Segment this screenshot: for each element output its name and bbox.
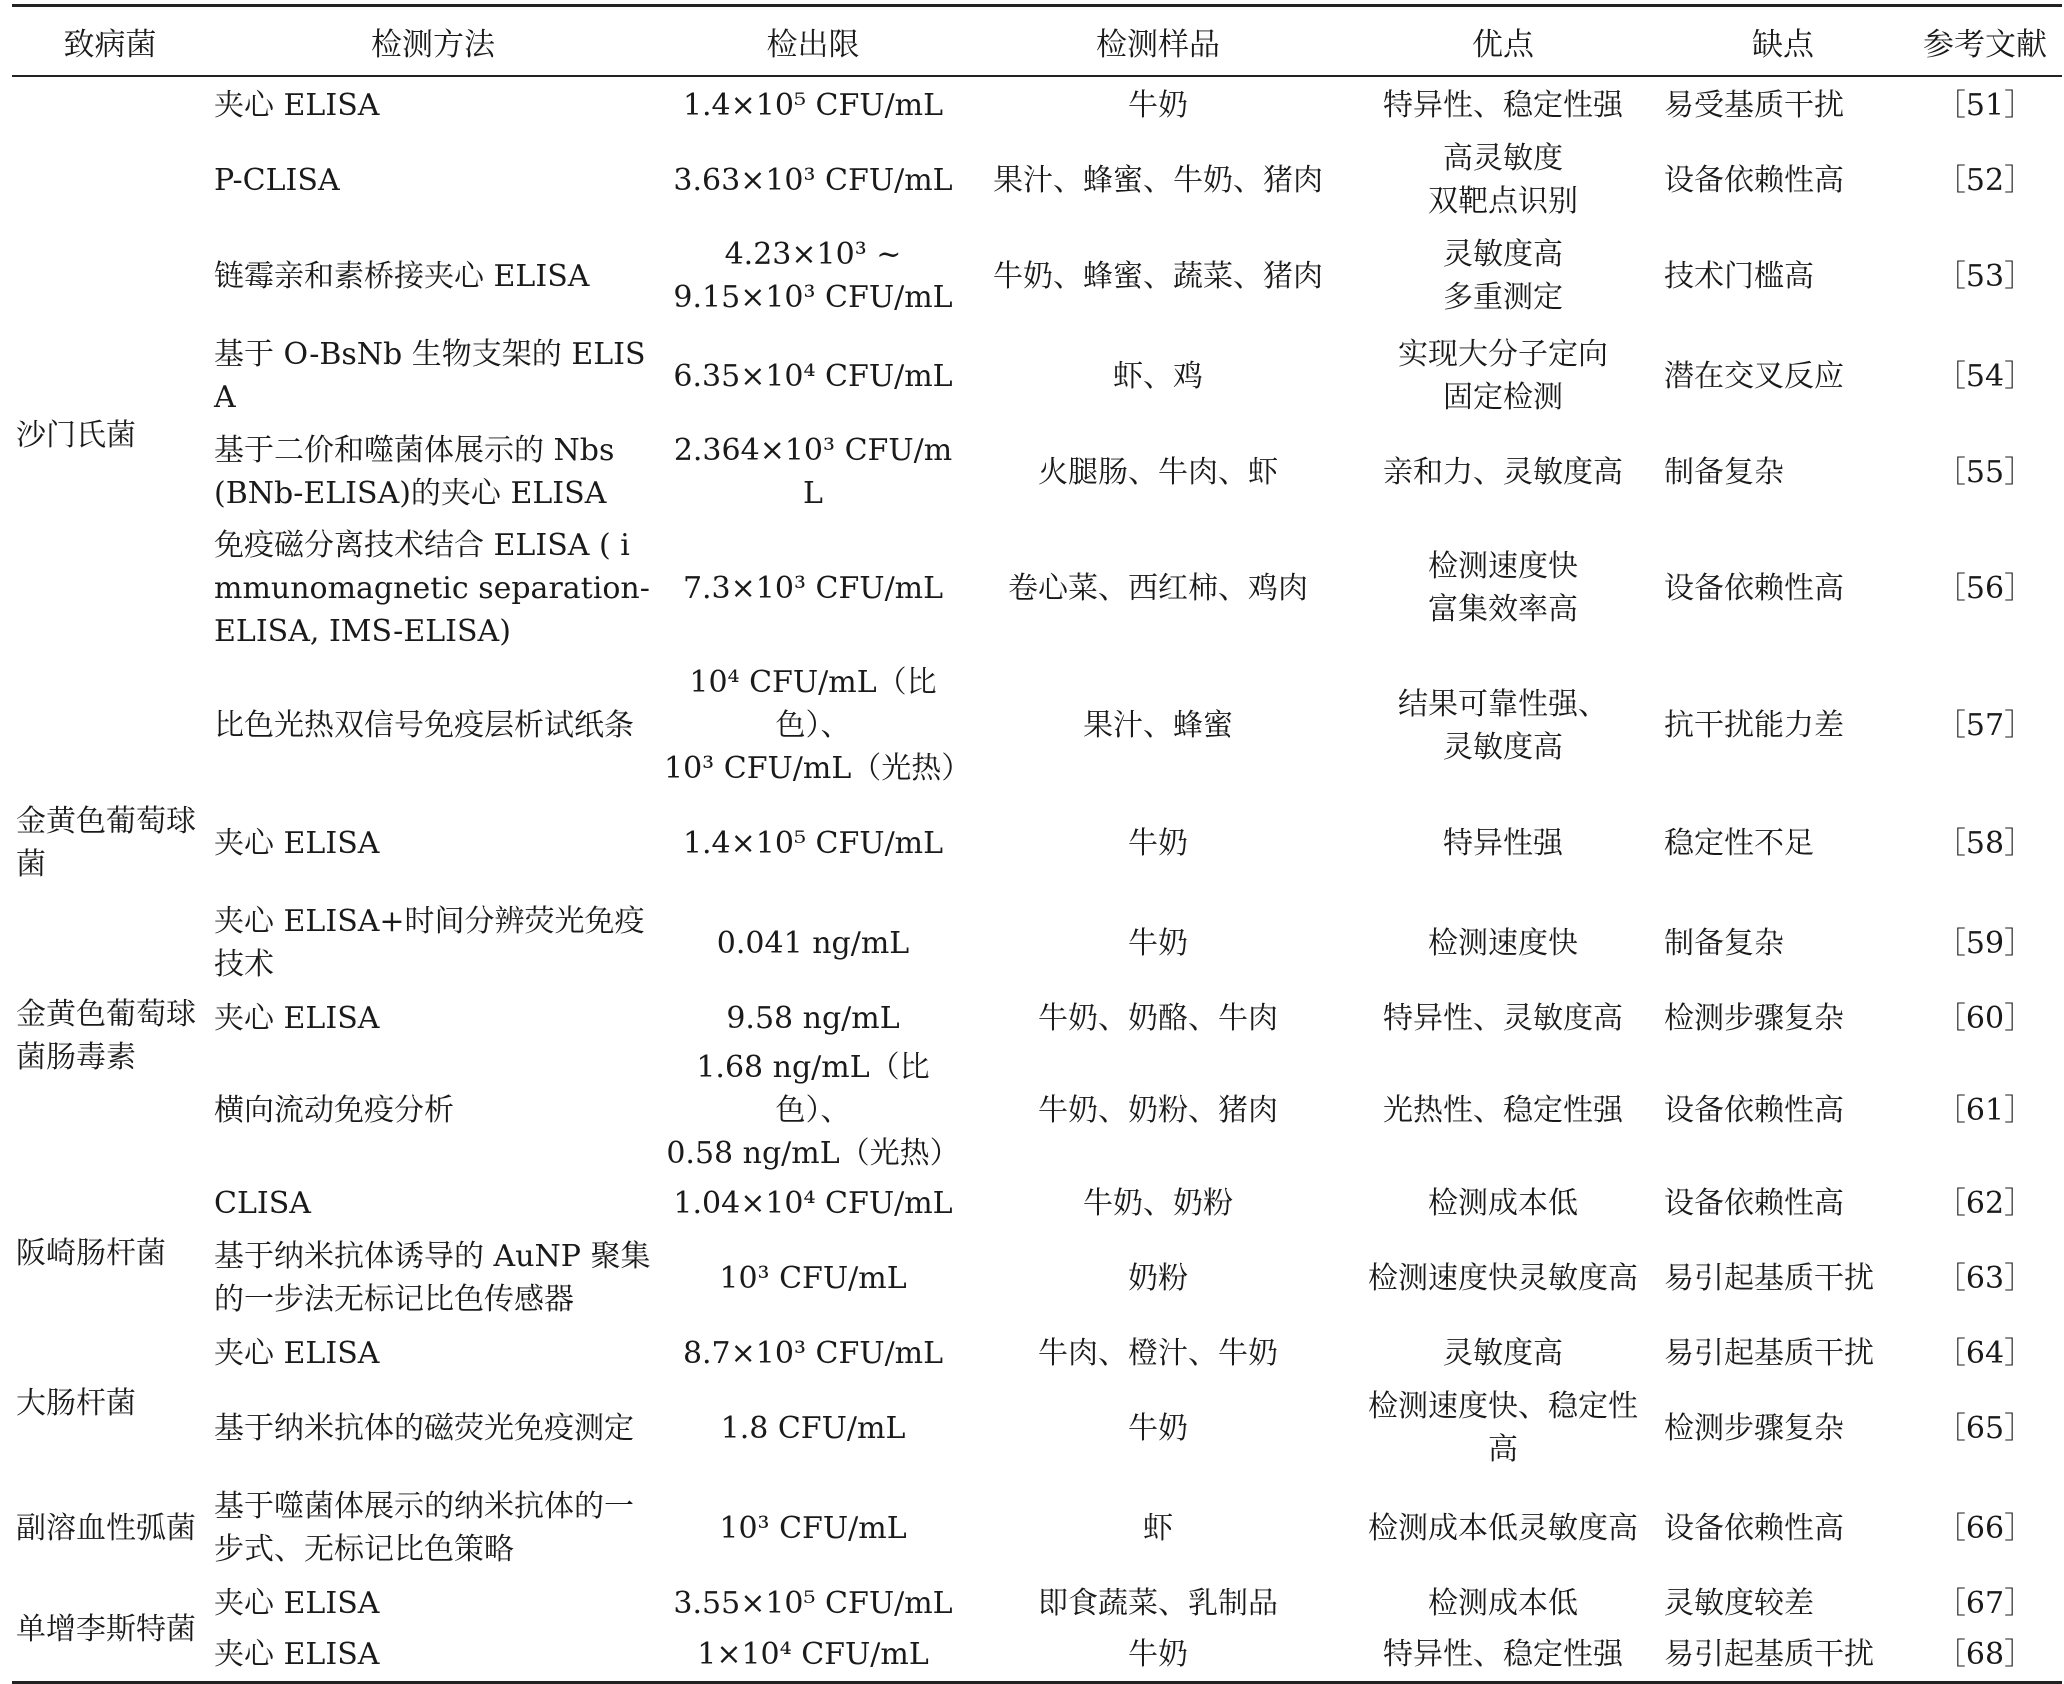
pros-line: 固定检测 [1443,380,1563,415]
lod-line: 9.15×10³ CFU/mL [673,280,953,315]
table-row [12,1043,2062,1178]
samples-cell: 火腿肠、牛肉、虾 [1038,454,1278,490]
lod-cell [658,1578,968,1628]
pros-line: 检测成本低 [1428,1585,1578,1621]
pros-cell [1348,518,1658,658]
lod-line: 6.35×10⁴ CFU/mL [673,358,953,394]
cons-cell: 灵敏度较差 [1664,1585,1814,1621]
pros-cell [1348,1478,1658,1578]
table-row [12,76,2062,134]
table-row [12,326,2062,426]
lod-cell [658,226,968,326]
cons-cell: 易引起基质干扰 [1664,1260,1874,1296]
lod-line: 10³ CFU/mL [719,1510,907,1546]
lod-cell [658,1478,968,1578]
lod-cell [658,658,972,793]
method-cell: 基于二价和噬菌体展示的 Nbs (BNb-ELISA)的夹心 ELISA [214,433,615,511]
ref-cell: ［62］ [1935,1185,2035,1221]
pros-line: 双靶点识别 [1428,184,1578,219]
table-row [12,1628,2062,1682]
table-row [12,226,2062,326]
ref-cell: ［65］ [1935,1410,2035,1446]
ref-cell: ［64］ [1935,1335,2035,1371]
pathogen-cell: 金黄色葡萄球菌肠毒素 [16,996,196,1075]
pros-line: 特异性强 [1443,825,1563,861]
samples-cell: 卷心菜、西红柿、鸡肉 [1008,570,1308,606]
lod-cell [658,1378,968,1478]
pros-line: 灵敏度高 [1443,729,1563,765]
cons-cell: 技术门槛高 [1664,258,1814,294]
method-cell: CLISA [214,1185,311,1221]
pros-cell [1348,1228,1658,1328]
lod-line: 1.8 CFU/mL [720,1410,906,1446]
lod-cell [658,793,968,893]
lod-cell [658,134,968,226]
pathogen-cell: 副溶血性弧菌 [16,1510,196,1546]
samples-cell: 奶粉 [1128,1260,1188,1296]
lod-line: 10³ CFU/mL（光热） [664,751,972,786]
samples-cell: 牛奶 [1128,1410,1188,1446]
ref-cell: ［63］ [1935,1260,2035,1296]
samples-cell: 虾 [1143,1510,1173,1546]
header-method: 检测方法 [208,6,658,77]
method-cell: 夹心 ELISA [214,825,380,861]
cons-cell: 检测步骤复杂 [1664,1000,1844,1036]
cons-cell: 设备依赖性高 [1664,162,1844,198]
pathogen-cell: 沙门氏菌 [16,417,136,453]
cons-cell: 制备复杂 [1664,454,1784,490]
samples-cell: 牛奶 [1128,1636,1188,1672]
pros-cell [1348,134,1658,226]
samples-cell: 即食蔬菜、乳制品 [1038,1585,1278,1621]
method-cell: 夹心 ELISA [214,1000,380,1036]
pathogen-cell: 阪崎肠杆菌 [16,1235,166,1271]
pros-cell [1348,426,1658,518]
lod-cell [658,426,968,518]
lod-line: 10⁴ CFU/mL（比色）、 [689,665,937,743]
ref-cell: ［68］ [1935,1636,2035,1672]
ref-cell: ［54］ [1935,358,2035,394]
samples-cell: 牛肉、橙汁、牛奶 [1038,1335,1278,1371]
samples-cell: 牛奶、蜂蜜、蔬菜、猪肉 [993,258,1323,294]
pros-line: 多重测定 [1443,280,1563,315]
table-row [12,1578,2062,1628]
cons-cell: 稳定性不足 [1664,825,1814,861]
table-row [12,1328,2062,1378]
ref-cell: ［67］ [1935,1585,2035,1621]
pros-line: 特异性、稳定性强 [1383,88,1623,123]
table-row [12,426,2062,518]
cons-cell: 设备依赖性高 [1664,1510,1844,1546]
table-row [12,993,2062,1043]
header-cons: 缺点 [1658,6,1908,77]
table-row [12,1378,2062,1478]
method-cell: 夹心 ELISA [214,1585,380,1621]
lod-line: 9.58 ng/mL [726,1000,900,1036]
pros-line: 光热性、稳定性强 [1383,1093,1623,1128]
pros-line: 特异性、稳定性强 [1383,1636,1623,1672]
header-row [12,6,2062,77]
pros-cell [1348,1178,1658,1228]
cons-cell: 抗干扰能力差 [1664,708,1844,743]
table-row [12,518,2062,658]
pros-line: 检测成本低灵敏度高 [1368,1510,1638,1546]
pros-cell [1348,993,1658,1043]
ref-cell: ［59］ [1935,925,2035,961]
lod-cell [658,1628,968,1682]
ref-cell: ［53］ [1935,258,2035,294]
ref-cell: ［55］ [1935,454,2035,490]
method-cell: 夹心 ELISA+时间分辨荧光免疫技术 [214,904,645,982]
lod-cell [658,1328,968,1378]
lod-cell [658,518,968,658]
header-pathogen: 致病菌 [12,6,208,77]
lod-line: 1.04×10⁴ CFU/mL [673,1185,953,1221]
method-cell: 基于纳米抗体的磁荧光免疫测定 [214,1410,634,1446]
method-cell: 基于噬菌体展示的纳米抗体的一步式、无标记比色策略 [214,1489,634,1567]
lod-line: 2.364×10³ CFU/mL [673,433,953,511]
pros-cell [1348,658,1658,793]
lod-cell [658,1178,968,1228]
lod-cell [658,993,968,1043]
samples-cell: 果汁、蜂蜜、牛奶、猪肉 [993,162,1323,198]
pros-line: 检测速度快 [1428,549,1578,584]
lod-line: 10³ CFU/mL [719,1260,907,1296]
samples-cell: 牛奶 [1128,88,1188,123]
cons-cell: 设备依赖性高 [1664,570,1844,606]
cons-cell: 设备依赖性高 [1664,1185,1844,1221]
pros-cell [1348,1378,1658,1478]
pros-cell [1348,1628,1658,1682]
method-cell: P-CLISA [214,162,340,198]
table-body [12,76,2062,1682]
pros-line: 检测成本低 [1428,1185,1578,1221]
lod-cell [658,1228,968,1328]
method-cell: 比色光热双信号免疫层析试纸条 [214,708,634,743]
header-samples: 检测样品 [968,6,1348,77]
samples-cell: 牛奶、奶酪、牛肉 [1038,1000,1278,1036]
method-cell: 基于纳米抗体诱导的 AuNP 聚集的一步法无标记比色传感器 [214,1239,651,1317]
table-row [12,1228,2062,1328]
pathogen-detection-table [12,4,2062,1684]
method-cell: 夹心 ELISA [214,1335,380,1371]
method-cell: 基于 O-BsNb 生物支架的 ELISA [214,337,646,415]
lod-cell [658,893,968,993]
pros-line: 富集效率高 [1428,592,1578,627]
ref-cell: ［52］ [1935,162,2035,198]
samples-cell: 虾、鸡 [1113,358,1203,394]
lod-cell [658,1043,968,1178]
pros-line: 结果可靠性强、 [1398,686,1608,722]
cons-cell: 检测步骤复杂 [1664,1410,1844,1446]
method-cell: 链霉亲和素桥接夹心 ELISA [214,258,590,294]
lod-line: 4.23×10³ ~ [724,237,902,272]
pros-line: 检测速度快灵敏度高 [1368,1260,1638,1296]
table-row [12,893,2062,993]
pros-cell [1348,76,1658,134]
ref-cell: ［57］ [1935,708,2035,743]
header-lod: 检出限 [658,6,968,77]
lod-cell [658,76,968,134]
pros-cell [1348,893,1658,993]
lod-line: 1×10⁴ CFU/mL [697,1636,929,1672]
cons-cell: 设备依赖性高 [1664,1093,1844,1128]
pros-cell [1348,1578,1658,1628]
pros-line: 特异性、灵敏度高 [1383,1000,1623,1036]
cons-cell: 潜在交叉反应 [1664,358,1844,394]
ref-cell: ［60］ [1935,1000,2035,1036]
ref-cell: ［66］ [1935,1510,2035,1546]
lod-line: 3.55×10⁵ CFU/mL [673,1585,953,1621]
method-cell: 夹心 ELISA [214,1636,380,1672]
table-row [12,1478,2062,1578]
table-row [12,793,2062,893]
pros-line: 灵敏度高 [1443,237,1563,272]
samples-cell: 牛奶、奶粉、猪肉 [1038,1093,1278,1128]
cons-cell: 易受基质干扰 [1664,88,1844,123]
samples-cell: 牛奶 [1128,825,1188,861]
pathogen-cell: 金黄色葡萄球菌 [16,804,196,882]
pros-line: 检测速度快 [1428,925,1578,961]
samples-cell: 牛奶 [1128,925,1188,961]
lod-line: 1.68 ng/mL（比色）、 [696,1050,930,1128]
pros-line: 亲和力、灵敏度高 [1383,454,1623,490]
table-container [12,4,2064,1684]
samples-cell: 牛奶、奶粉 [1083,1185,1233,1221]
method-cell: 免疫磁分离技术结合 ELISA ( immunomagnetic separation-ELISA, IMS-ELISA) [214,527,650,649]
table-row [12,658,2062,793]
pros-line: 实现大分子定向 [1398,337,1608,372]
method-cell: 夹心 ELISA [214,88,380,123]
cons-cell: 易引起基质干扰 [1664,1335,1874,1371]
table-row [12,134,2062,226]
cons-cell: 易引起基质干扰 [1664,1636,1874,1672]
pros-cell [1348,1328,1658,1378]
pros-line: 检测速度快、稳定性高 [1368,1389,1638,1467]
pros-line: 灵敏度高 [1443,1335,1563,1371]
method-cell: 横向流动免疫分析 [214,1093,454,1128]
lod-line: 7.3×10³ CFU/mL [682,570,944,606]
lod-line: 1.4×10⁵ CFU/mL [682,88,944,123]
ref-cell: ［58］ [1935,825,2035,861]
pros-line: 高灵敏度 [1443,141,1563,176]
ref-cell: ［56］ [1935,570,2035,606]
lod-line: 0.58 ng/mL（光热） [666,1136,960,1171]
pathogen-cell: 单增李斯特菌 [16,1611,196,1647]
pathogen-cell: 大肠杆菌 [16,1385,136,1421]
ref-cell: ［51］ [1935,88,2035,123]
ref-cell: ［61］ [1935,1093,2035,1128]
pros-cell [1348,1043,1658,1178]
lod-line: 3.63×10³ CFU/mL [673,162,953,198]
pros-cell [1348,226,1658,326]
header-ref: 参考文献 [1908,6,2062,77]
table-row [12,1178,2062,1228]
cons-cell: 制备复杂 [1664,925,1784,961]
lod-line: 0.041 ng/mL [716,925,910,961]
lod-line: 8.7×10³ CFU/mL [682,1335,944,1371]
samples-cell: 果汁、蜂蜜 [1083,708,1233,743]
lod-line: 1.4×10⁵ CFU/mL [682,825,944,861]
header-pros: 优点 [1348,6,1658,77]
pros-cell [1348,326,1658,426]
lod-cell [658,326,968,426]
pros-cell [1348,793,1658,893]
